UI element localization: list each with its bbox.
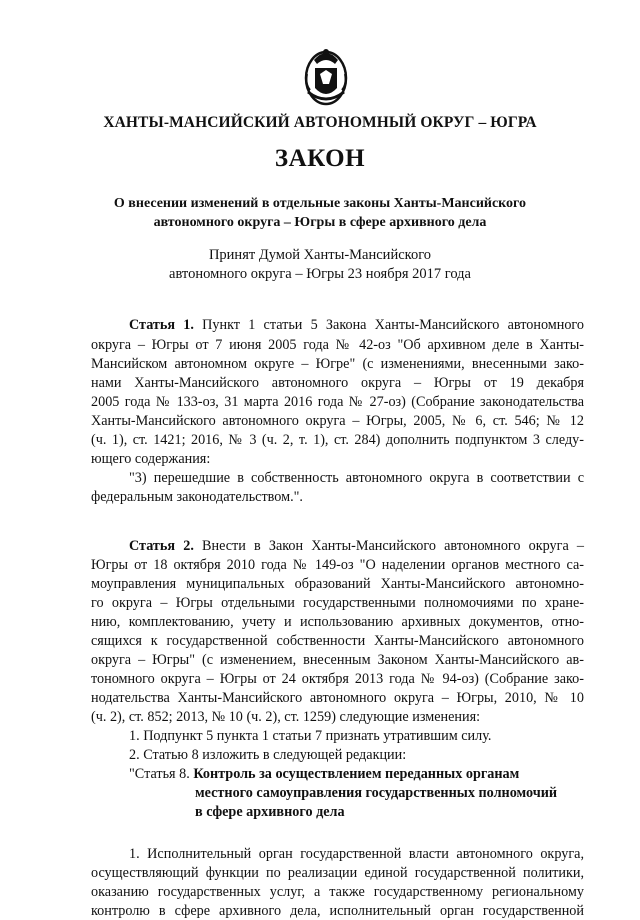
article2-line: округа – Югры" (с изменением, внесенным Законом Ханты-Мансийского ав- [91, 652, 584, 668]
article1-line: Мансийском автономном округе – Югре" (с изменениями, внесенными зако- [91, 356, 584, 372]
adoption-line: автономного округа – Югры 23 ноября 2017 года [169, 266, 471, 282]
paragraph-line: контролю в сфере архивного дела, исполнительный орган государственной [91, 903, 584, 919]
article1-line: (ч. 1), ст. 1421; 2016, № 3 (ч. 2, т. 1), ст. 284) дополнить подпунктом 3 следу- [91, 432, 584, 448]
article2-line: нию, комплектованию, учету и использованию архивных документов, отно- [91, 614, 584, 630]
new-article-title-line: Контроль за осуществлением переданных органам [193, 766, 520, 782]
article2-line: нодательства Ханты-Мансийского автономного округа – Югры, 2010, № 10 [91, 690, 584, 706]
article2-line: сящихся к государственной собственности Ханты-Мансийского автономного [91, 633, 584, 649]
new-article-title-line: местного самоуправления государственных полномочий [195, 785, 558, 801]
article1-quote-line: федеральным законодательством.". [91, 489, 303, 505]
article1-first-line [129, 316, 584, 334]
article1-line: Ханты-Мансийского автономного округа – Югры, 2005, № 6, ст. 546; № 12 [91, 413, 584, 429]
article1-line: нами Ханты-Мансийского автономного округа – Югры от 19 декабря [91, 375, 584, 391]
article2-line: моуправления муниципальных образований Ханты-Мансийского автономно- [91, 576, 584, 592]
paragraph-line: осуществляющий функции по реализации единой государственной политики, [91, 865, 584, 881]
paragraph-line: оказанию государственных услуг, а также государственному региональному [91, 884, 584, 900]
article2-line: го округа – Югры отдельными государственными полномочиями по хране- [91, 595, 584, 611]
article1-text: Пункт 1 статьи 5 Закона Ханты-Мансийского автономного [193, 317, 584, 333]
adoption-note [60, 246, 580, 284]
article2-item: 2. Статью 8 изложить в следующей редакции: [129, 747, 407, 763]
article2-line: (ч. 2), ст. 852; 2013, № 10 (ч. 2), ст. 1259) следующие изменения: [91, 709, 481, 725]
article1-line: 2005 года № 133-оз, 31 марта 2016 года № 27-оз) (Собрание законодательства [91, 394, 584, 410]
subject-line: автономного округа – Югры в сфере архивного дела [153, 215, 487, 230]
new-article-heading [129, 765, 584, 783]
document-type-title: ЗАКОН [274, 145, 366, 172]
article1-line: ющего содержания: [91, 451, 211, 467]
article2-text: Внести в Закон Ханты-Мансийского автономного округа – [193, 538, 584, 554]
region-heading: ХАНТЫ-МАНСИЙСКИЙ АВТОНОМНЫЙ ОКРУГ – ЮГРА [103, 114, 537, 131]
article2-item: 1. Подпункт 5 пункта 1 статьи 7 признать утратившим силу. [129, 728, 492, 744]
new-article-title-line: в сфере архивного дела [195, 804, 345, 820]
coat-of-arms-emblem [302, 44, 350, 108]
article1-quote-line: "3) перешедшие в собственность автономного округа в соответствии с [129, 470, 584, 486]
article2-title: Статья 2. [129, 538, 194, 554]
new-article-prefix: "Статья 8. [129, 766, 194, 782]
article1-line: округа – Югры от 7 июня 2005 года № 42-оз "Об архивном деле в Ханты- [91, 337, 584, 353]
adoption-line: Принят Думой Ханты-Мансийского [208, 247, 432, 263]
article2-line: тономного округа – Югры от 24 октября 2013 года № 94-оз) (Собрание зако- [91, 671, 584, 687]
law-subject-title [60, 194, 580, 232]
article2-line: Югры от 18 октября 2010 года № 149-оз "О наделении органов местного са- [91, 557, 584, 573]
paragraph-line: 1. Исполнительный орган государственной власти автономного округа, [129, 846, 584, 862]
article1-title: Статья 1. [129, 317, 194, 333]
subject-line: О внесении изменений в отдельные законы Ханты-Мансийского [113, 196, 527, 211]
article2-first-line [129, 537, 584, 555]
